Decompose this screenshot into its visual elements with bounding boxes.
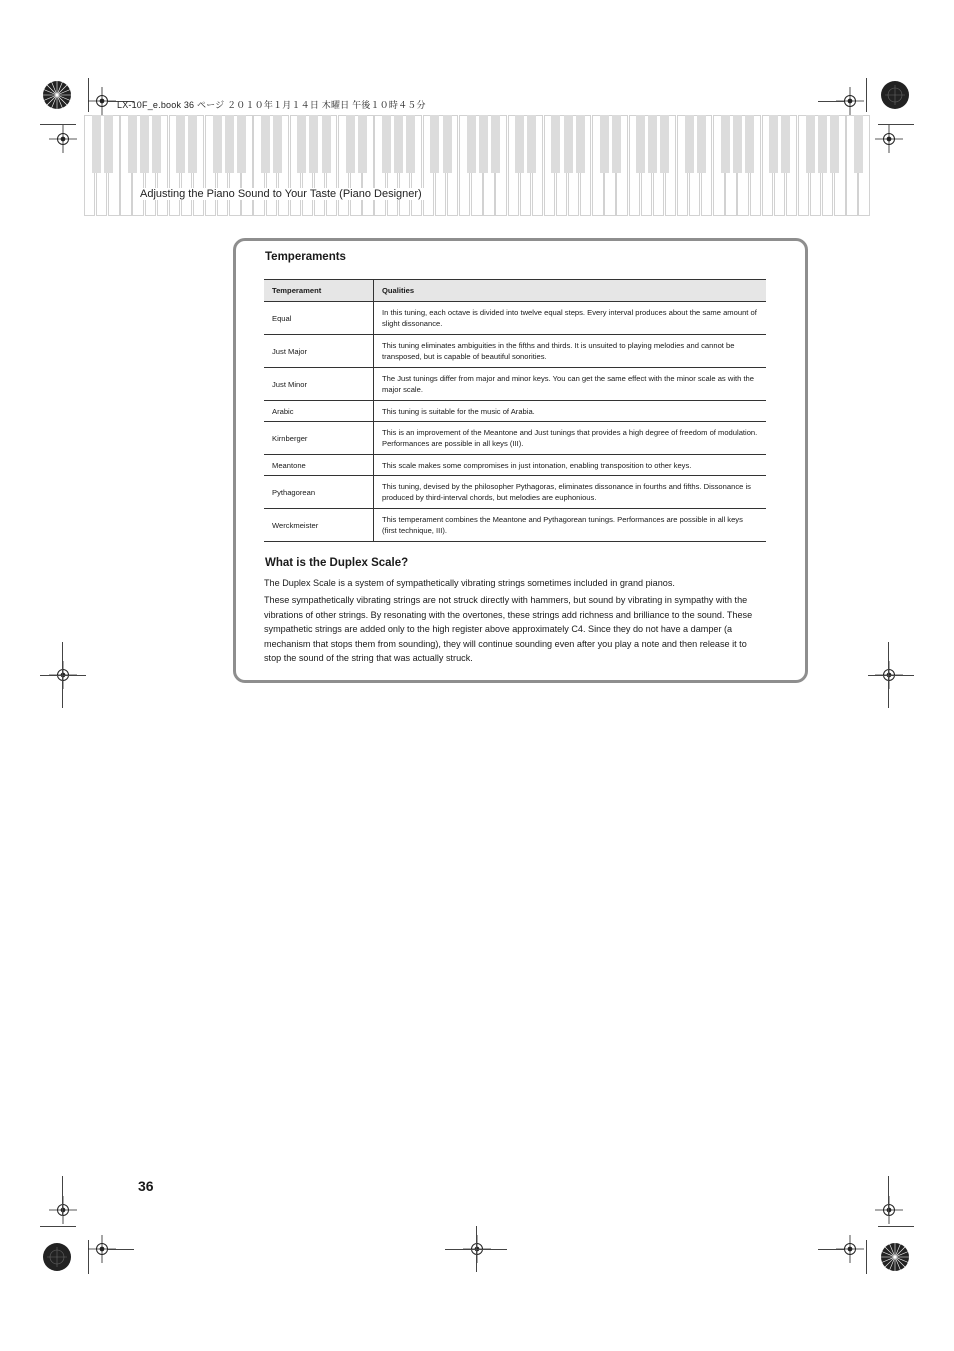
- crosshair-icon: [875, 125, 903, 153]
- piano-black-key: [443, 115, 452, 173]
- temperament-quality: This tuning eliminates ambiguities in the fifths and thirds. It is unsuited to playing melodies and cannot be transposed, but is capable of beautiful sonorities.: [374, 335, 767, 368]
- table-row: [264, 476, 766, 509]
- column-header-qualities: Qualities: [374, 280, 767, 302]
- piano-black-key: [273, 115, 282, 173]
- piano-black-key: [394, 115, 403, 173]
- temperament-name: Meantone: [264, 455, 374, 476]
- table-row: [264, 422, 766, 455]
- page-number: 36: [138, 1178, 154, 1194]
- section-header: Adjusting the Piano Sound to Your Taste (Piano Designer): [140, 188, 422, 200]
- piano-black-key: [733, 115, 742, 173]
- piano-black-key: [358, 115, 367, 173]
- temperaments-heading: Temperaments: [265, 251, 346, 263]
- piano-black-key: [830, 115, 839, 173]
- piano-black-key: [600, 115, 609, 173]
- piano-black-key: [685, 115, 694, 173]
- registration-star-icon: [42, 80, 72, 110]
- piano-black-key: [769, 115, 778, 173]
- table-row: [264, 455, 766, 476]
- temperament-name: Werckmeister: [264, 509, 374, 542]
- piano-black-key: [854, 115, 863, 173]
- table-row: [264, 335, 766, 368]
- temperament-quality: This scale makes some compromises in just intonation, enabling transposition to other keys.: [374, 455, 767, 476]
- piano-black-key: [491, 115, 500, 173]
- piano-black-key: [406, 115, 415, 173]
- crosshair-icon: [875, 1196, 903, 1224]
- piano-black-key: [225, 115, 234, 173]
- table-row: [264, 302, 766, 335]
- table-header-row: [264, 280, 766, 302]
- piano-black-key: [140, 115, 149, 173]
- temperament-quality: This tuning is suitable for the music of Arabia.: [374, 401, 767, 422]
- piano-black-key: [430, 115, 439, 173]
- piano-black-key: [467, 115, 476, 173]
- temperaments-table: [264, 279, 766, 542]
- piano-black-key: [818, 115, 827, 173]
- piano-black-key: [806, 115, 815, 173]
- print-slug: LX-10F_e.book 36 ページ ２０１０年１月１４日 木曜日 午後１０時４５分: [117, 100, 426, 110]
- piano-keyboard-banner: [84, 115, 870, 218]
- temperament-quality: This is an improvement of the Meantone and Just tunings that provides a high degree of freedom of modulation. Performances are possible in all keys (III).: [374, 422, 767, 455]
- piano-black-key: [322, 115, 331, 173]
- piano-black-key: [697, 115, 706, 173]
- temperament-name: Just Major: [264, 335, 374, 368]
- crosshair-icon: [49, 1196, 77, 1224]
- crosshair-icon: [49, 125, 77, 153]
- piano-black-key: [128, 115, 137, 173]
- piano-black-key: [346, 115, 355, 173]
- table-row: [264, 509, 766, 542]
- registration-star-icon: [880, 1242, 910, 1272]
- temperament-name: Arabic: [264, 401, 374, 422]
- piano-black-key: [479, 115, 488, 173]
- piano-black-key: [564, 115, 573, 173]
- temperament-quality: The Just tunings differ from major and minor keys. You can get the same effect with the minor scale as with the major scale.: [374, 368, 767, 401]
- table-row: [264, 401, 766, 422]
- temperament-name: Pythagorean: [264, 476, 374, 509]
- piano-black-key: [660, 115, 669, 173]
- temperament-name: Equal: [264, 302, 374, 335]
- piano-black-key: [721, 115, 730, 173]
- temperament-name: Kirnberger: [264, 422, 374, 455]
- piano-black-key: [576, 115, 585, 173]
- registration-circle-icon: [42, 1242, 72, 1272]
- temperament-name: Just Minor: [264, 368, 374, 401]
- piano-black-key: [176, 115, 185, 173]
- duplex-paragraph-2: These sympathetically vibrating strings are not struck directly with hammers, but sound by vibrating in sympathy with the vibrations of other strings. By resonating with the overtones, these strings add richness and brilliance to the sound. These sympathetic strings are added only to the high register above approximately C4. Since they do not have a damper (a mechanism that stops them from sounding), they will continue sounding even after you play a note and then release it to stop the sound of the string that was actually struck.: [264, 595, 753, 664]
- piano-black-key: [152, 115, 161, 173]
- piano-black-key: [104, 115, 113, 173]
- piano-black-key: [297, 115, 306, 173]
- piano-black-key: [261, 115, 270, 173]
- piano-black-key: [382, 115, 391, 173]
- column-header-temperament: Temperament: [264, 280, 374, 302]
- duplex-paragraph-1: The Duplex Scale is a system of sympathetically vibrating strings sometimes included in grand pianos.: [264, 578, 675, 588]
- piano-black-key: [515, 115, 524, 173]
- piano-black-key: [648, 115, 657, 173]
- piano-black-key: [213, 115, 222, 173]
- registration-circle-icon: [880, 80, 910, 110]
- piano-black-key: [237, 115, 246, 173]
- piano-black-key: [551, 115, 560, 173]
- piano-black-key: [309, 115, 318, 173]
- table-row: [264, 368, 766, 401]
- piano-black-key: [745, 115, 754, 173]
- piano-black-key: [636, 115, 645, 173]
- temperament-quality: This temperament combines the Meantone and Pythagorean tunings. Performances are possible in all keys (first technique, III).: [374, 509, 767, 542]
- temperament-quality: This tuning, devised by the philosopher Pythagoras, eliminates dissonance in fourths and fifths. Dissonance is produced by third-interval chords, but melodies are euphonious.: [374, 476, 767, 509]
- piano-black-key: [92, 115, 101, 173]
- duplex-heading: What is the Duplex Scale?: [265, 557, 409, 569]
- piano-black-key: [781, 115, 790, 173]
- piano-black-key: [612, 115, 621, 173]
- piano-black-key: [527, 115, 536, 173]
- temperament-quality: In this tuning, each octave is divided into twelve equal steps. Every interval produces about the same amount of slight dissonance.: [374, 302, 767, 335]
- piano-black-key: [188, 115, 197, 173]
